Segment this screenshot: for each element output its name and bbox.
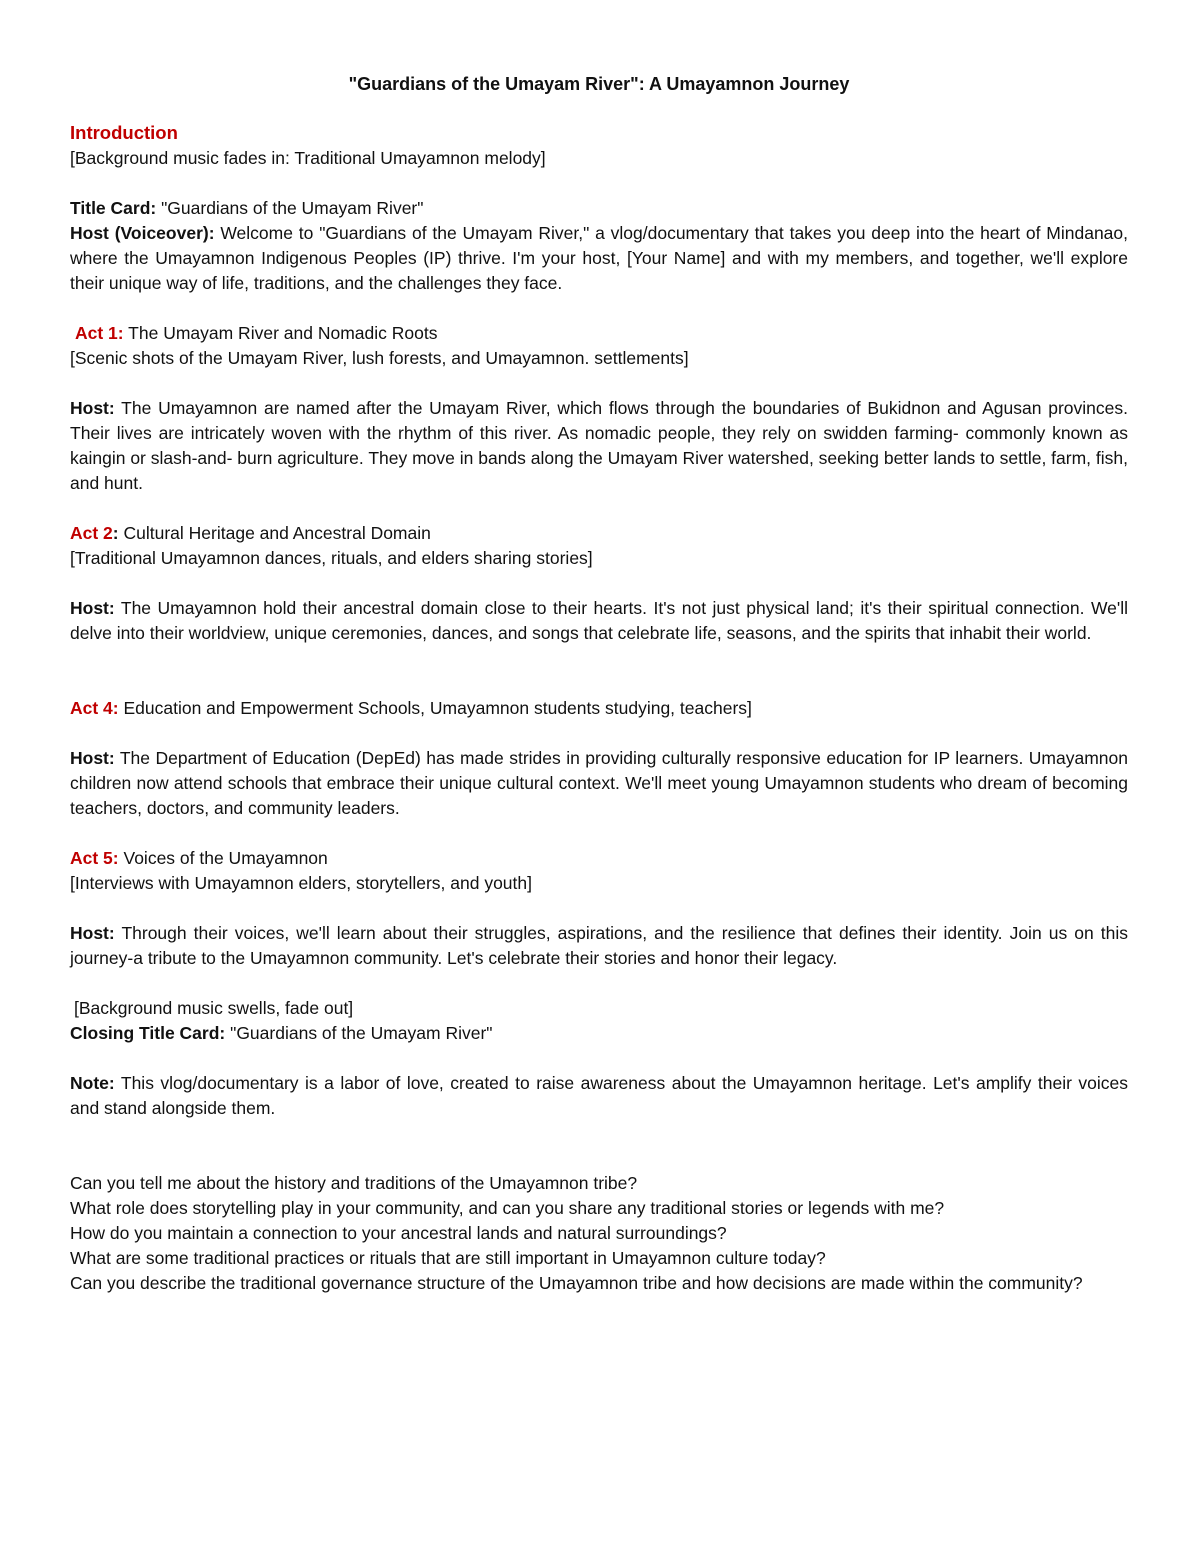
act4-title: Education and Empowerment Schools, Umayamnon students studying, teachers]: [118, 698, 752, 718]
act5-cue: [Interviews with Umayamnon elders, storytellers, and youth]: [70, 873, 532, 893]
act1-title: The Umayam River and Nomadic Roots: [123, 323, 438, 343]
act2-colon: :: [112, 523, 119, 543]
question-item: Can you tell me about the history and traditions of the Umayamnon tribe?: [70, 1173, 638, 1193]
note-label: Note:: [70, 1073, 115, 1093]
act1-host-text: The Umayamnon are named after the Umayam River, which flows through the boundaries of Bukidnon and Agusan provinces. Their lives are intricately woven with the rhythm of this river. As nomadic people, they rely on swidden farming- commonly known as kaingin or slash-and- burn agriculture. They move in bands along the Umayam River watershed, seeking better lands to settle, farm, fish, and hunt.: [70, 398, 1128, 493]
act4-host-label: Host:: [70, 748, 115, 768]
act1-host-label: Host:: [70, 398, 115, 418]
title-card-line: [70, 196, 1128, 221]
closing-title-card-label: Closing Title Card:: [70, 1023, 226, 1043]
act2-heading: [70, 521, 1128, 546]
act2-title: Cultural Heritage and Ancestral Domain: [118, 523, 431, 543]
intro-host-label: Host (Voiceover):: [70, 223, 215, 243]
act1-label: Act 1:: [75, 323, 124, 343]
note-paragraph: [70, 1071, 1128, 1121]
question-item: How do you maintain a connection to your ancestral lands and natural surroundings?: [70, 1223, 727, 1243]
introduction-cue: [Background music fades in: Traditional Umayamnon melody]: [70, 148, 546, 168]
document-body: [70, 70, 1128, 1296]
act4-label: Act 4:: [70, 698, 119, 718]
act2-host-label: Host:: [70, 598, 115, 618]
question-list: [70, 1171, 1128, 1296]
question-item: Can you describe the traditional governance structure of the Umayamnon tribe and how decisions are made within the community?: [70, 1273, 1083, 1293]
question-item: What role does storytelling play in your community, and can you share any traditional stories or legends with me?: [70, 1198, 945, 1218]
act5-label: Act 5:: [70, 848, 119, 868]
title-card-label: Title Card:: [70, 198, 157, 218]
act2-label: Act 2: [70, 523, 113, 543]
act5-host-text: Through their voices, we'll learn about their struggles, aspirations, and the resilience that defines their identity. Join us on this journey-a tribute to the Umayamnon community. Let's celebrate their stories and honor their legacy.: [70, 923, 1128, 968]
act2-cue: [Traditional Umayamnon dances, rituals, and elders sharing stories]: [70, 548, 593, 568]
intro-host-text: Welcome to "Guardians of the Umayam River," a vlog/documentary that takes you deep into the heart of Mindanao, where the Umayamnon Indigenous Peoples (IP) thrive. I'm your host, [Your Name] and with my members, and together, we'll explore their unique way of life, traditions, and the challenges they face.: [70, 223, 1129, 293]
act5-heading: [70, 846, 1128, 871]
act4-host-paragraph: [70, 746, 1128, 821]
introduction-heading-text: Introduction: [70, 122, 178, 143]
question-item: What are some traditional practices or rituals that are still important in Umayamnon culture today?: [70, 1248, 826, 1268]
introduction-heading: [70, 120, 1128, 146]
act4-host-text: The Department of Education (DepEd) has made strides in providing culturally responsive education for IP learners. Umayamnon children now attend schools that embrace their unique cultural context. We'll meet young Umayamnon students who dream of becoming teachers, doctors, and community leaders.: [70, 748, 1128, 818]
document-title: "Guardians of the Umayam River": A Umayamnon Journey: [348, 74, 850, 94]
title-card-value: "Guardians of the Umayam River": [156, 198, 424, 218]
note-text: This vlog/documentary is a labor of love, created to raise awareness about the Umayamnon heritage. Let's amplify their voices and stand alongside them.: [70, 1073, 1128, 1118]
closing-title-card-line: [70, 1021, 1128, 1046]
closing-cue: [Background music swells, fade out]: [74, 998, 354, 1018]
act5-host-paragraph: [70, 921, 1128, 971]
act4-heading: [70, 696, 1128, 721]
act1-host-paragraph: [70, 396, 1128, 496]
act2-host-text: The Umayamnon hold their ancestral domain close to their hearts. It's not just physical land; it's their spiritual connection. We'll delve into their worldview, unique ceremonies, dances, and songs that celebrate life, seasons, and the spirits that inhabit their world.: [70, 598, 1128, 643]
act5-host-label: Host:: [70, 923, 115, 943]
closing-title-card-value: "Guardians of the Umayam River": [225, 1023, 493, 1043]
act1-cue: [Scenic shots of the Umayam River, lush forests, and Umayamnon. settlements]: [70, 348, 689, 368]
act5-title: Voices of the Umayamnon: [118, 848, 328, 868]
act2-host-paragraph: [70, 596, 1128, 646]
intro-host-paragraph: [70, 221, 1128, 296]
act1-heading: [70, 321, 1128, 346]
